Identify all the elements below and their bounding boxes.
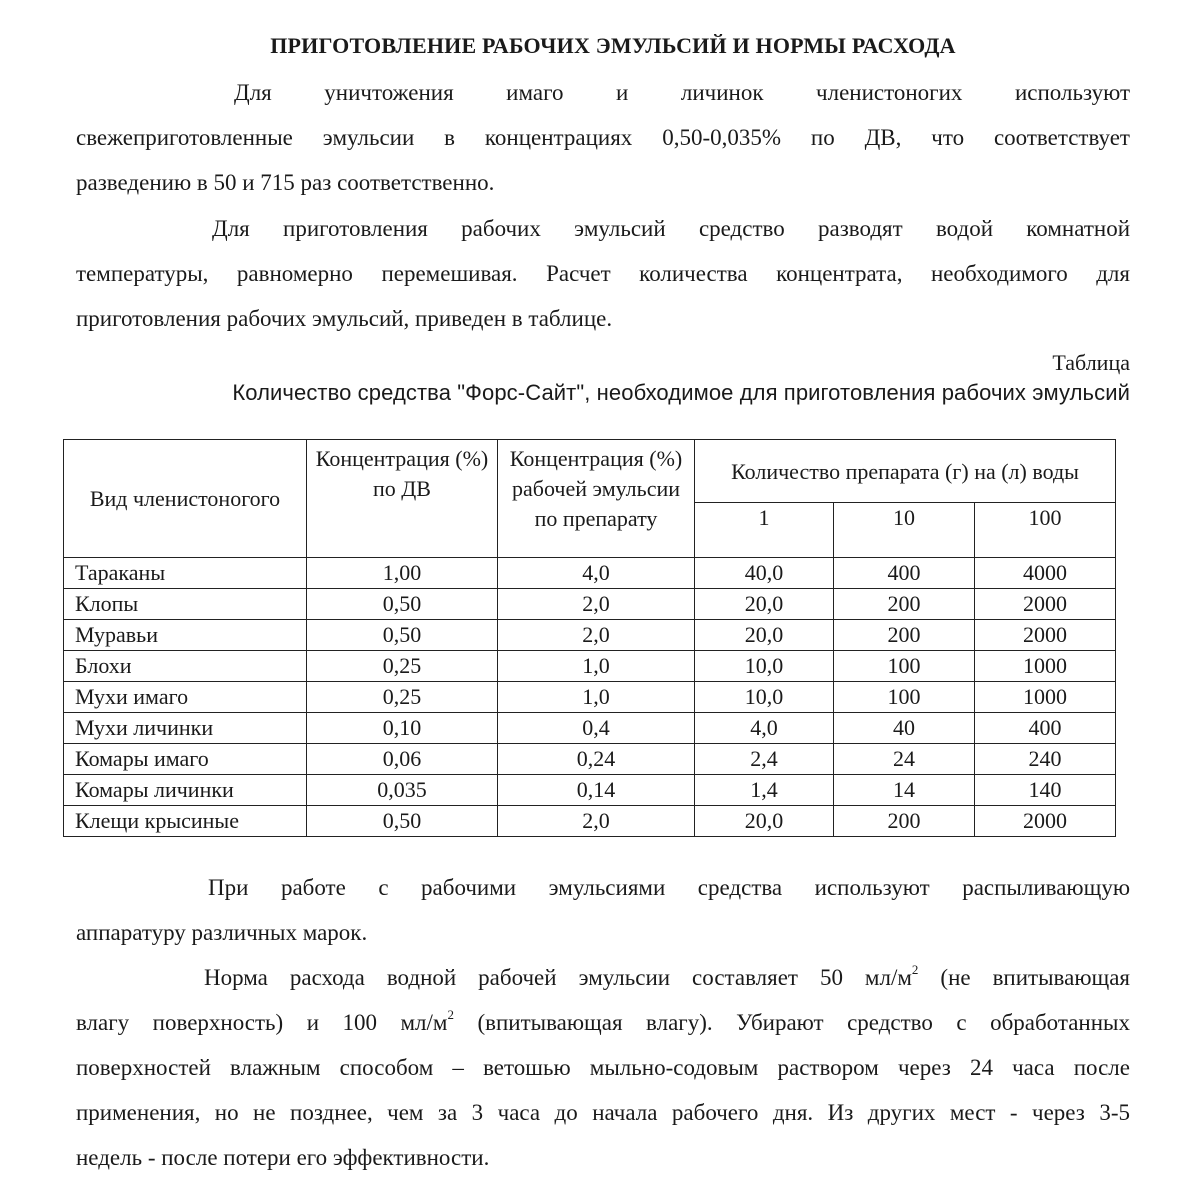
cell-species: Клопы xyxy=(64,589,307,620)
cell-concentration-dv: 0,25 xyxy=(307,682,498,713)
paragraph-line: приготовления рабочих эмульсий, приведен в таблице. xyxy=(76,306,613,331)
cell-concentration-emulsion: 1,0 xyxy=(498,682,695,713)
cell-concentration-dv: 1,00 xyxy=(307,558,498,589)
table-row xyxy=(64,744,1116,775)
table-row xyxy=(64,620,1116,651)
page-title: ПРИГОТОВЛЕНИЕ РАБОЧИХ ЭМУЛЬСИЙ И НОРМЫ РАСХОДА xyxy=(270,33,956,58)
cell-concentration-emulsion: 2,0 xyxy=(498,806,695,837)
cell-volume-10: 40 xyxy=(834,713,975,744)
cell-volume-10: 100 xyxy=(834,651,975,682)
equipment-paragraph xyxy=(76,865,1130,955)
cell-species: Клещи крысиные xyxy=(64,806,307,837)
cell-volume-10: 14 xyxy=(834,775,975,806)
cell-volume-100: 240 xyxy=(975,744,1116,775)
paragraph-line: разведению в 50 и 715 раз соответственно. xyxy=(76,170,495,195)
cell-volume-10: 200 xyxy=(834,589,975,620)
paragraph-line: недель - после потери его эффективности. xyxy=(76,1145,490,1170)
cell-volume-100: 2000 xyxy=(975,620,1116,651)
table-row xyxy=(64,806,1116,837)
table-row xyxy=(64,713,1116,744)
cell-concentration-emulsion: 2,0 xyxy=(498,620,695,651)
consumption-table xyxy=(63,439,1116,837)
cell-concentration-dv: 0,50 xyxy=(307,806,498,837)
cell-volume-10: 24 xyxy=(834,744,975,775)
cell-concentration-dv: 0,50 xyxy=(307,620,498,651)
table-caption: Количество средства "Форс-Сайт", необходимое для приготовления рабочих эмульсий xyxy=(232,380,1130,405)
cell-volume-10: 100 xyxy=(834,682,975,713)
cell-volume-1: 2,4 xyxy=(695,744,834,775)
paragraph-line: При работе с рабочими эмульсиями средства используют распыливающую xyxy=(208,875,1130,900)
cell-volume-10: 200 xyxy=(834,620,975,651)
consumption-paragraph xyxy=(76,955,1130,1180)
cell-volume-100: 400 xyxy=(975,713,1116,744)
cell-volume-10: 400 xyxy=(834,558,975,589)
cell-concentration-dv: 0,10 xyxy=(307,713,498,744)
header-concentration-dv: Концентрация (%) по ДВ xyxy=(307,440,498,558)
table-row xyxy=(64,775,1116,806)
header-volume-100: 100 xyxy=(975,503,1116,558)
cell-concentration-emulsion: 4,0 xyxy=(498,558,695,589)
intro-paragraph xyxy=(76,70,1130,205)
cell-volume-1: 20,0 xyxy=(695,620,834,651)
cell-volume-1: 20,0 xyxy=(695,589,834,620)
cell-volume-100: 4000 xyxy=(975,558,1116,589)
table-label: Таблица xyxy=(1052,350,1130,375)
cell-volume-100: 140 xyxy=(975,775,1116,806)
cell-species: Муравьи xyxy=(64,620,307,651)
cell-volume-1: 10,0 xyxy=(695,651,834,682)
cell-species: Мухи имаго xyxy=(64,682,307,713)
cell-concentration-dv: 0,035 xyxy=(307,775,498,806)
table-body xyxy=(64,558,1116,837)
header-volume-10: 10 xyxy=(834,503,975,558)
cell-species: Мухи личинки xyxy=(64,713,307,744)
cell-concentration-emulsion: 0,14 xyxy=(498,775,695,806)
cell-concentration-dv: 0,50 xyxy=(307,589,498,620)
table-row xyxy=(64,651,1116,682)
cell-species: Комары личинки xyxy=(64,775,307,806)
cell-volume-100: 2000 xyxy=(975,806,1116,837)
paragraph-line: применения, но не позднее, чем за 3 часа до начала рабочего дня. Из других мест - через 3-5 xyxy=(76,1100,1130,1125)
cell-volume-1: 1,4 xyxy=(695,775,834,806)
cell-volume-1: 40,0 xyxy=(695,558,834,589)
cell-volume-100: 1000 xyxy=(975,651,1116,682)
header-amount: Количество препарата (г) на (л) воды xyxy=(695,440,1116,503)
paragraph-line: Норма расхода водной рабочей эмульсии составляет 50 $мл/м^2$ (не впитывающая xyxy=(204,962,1131,990)
paragraph-line: температуры, равномерно перемешивая. Расчет количества концентрата, необходимого для xyxy=(76,261,1130,286)
cell-species: Тараканы xyxy=(64,558,307,589)
cell-concentration-emulsion: 0,4 xyxy=(498,713,695,744)
cell-concentration-dv: 0,25 xyxy=(307,651,498,682)
cell-concentration-emulsion: 1,0 xyxy=(498,651,695,682)
cell-volume-1: 4,0 xyxy=(695,713,834,744)
cell-species: Блохи xyxy=(64,651,307,682)
table-row xyxy=(64,682,1116,713)
paragraph-line: Для уничтожения имаго и личинок членистоногих используют xyxy=(234,80,1130,105)
cell-concentration-emulsion: 0,24 xyxy=(498,744,695,775)
cell-volume-1: 20,0 xyxy=(695,806,834,837)
cell-concentration-emulsion: 2,0 xyxy=(498,589,695,620)
paragraph-line: Для приготовления рабочих эмульсий средство разводят водой комнатной xyxy=(212,216,1130,241)
table-row xyxy=(64,589,1116,620)
header-concentration-emulsion: Концентрация (%) рабочей эмульсии по препарату xyxy=(498,440,695,558)
table-row xyxy=(64,558,1116,589)
header-volume-1: 1 xyxy=(695,503,834,558)
cell-volume-100: 2000 xyxy=(975,589,1116,620)
paragraph-line: аппаратуру различных марок. xyxy=(76,920,368,945)
paragraph-line: свежеприготовленные эмульсии в концентрациях 0,50-0,035% по ДВ, что соответствует xyxy=(76,125,1130,150)
paragraph-line: влагу поверхность) и 100 $мл/м^2$ (впитывающая влагу). Убирают средство с обработанных xyxy=(76,1007,1130,1035)
cell-species: Комары имаго xyxy=(64,744,307,775)
header-species: Вид членистоногого xyxy=(64,440,307,558)
cell-volume-10: 200 xyxy=(834,806,975,837)
cell-volume-1: 10,0 xyxy=(695,682,834,713)
cell-concentration-dv: 0,06 xyxy=(307,744,498,775)
cell-volume-100: 1000 xyxy=(975,682,1116,713)
preparation-paragraph xyxy=(76,206,1130,341)
paragraph-line: поверхностей влажным способом – ветошью мыльно-содовым раствором через 24 часа после xyxy=(76,1055,1130,1080)
